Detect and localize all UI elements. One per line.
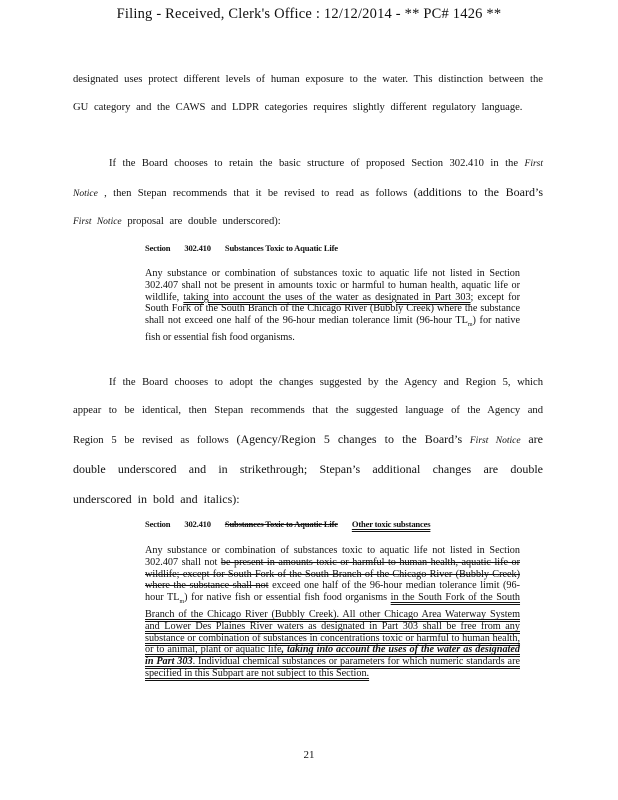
first-notice-ref: First Notice — [73, 217, 122, 227]
quoted-section-2: Any substance or combination of substances toxic to aquatic life not listed in Section 302.407 shall not be present in amounts toxic or harmful to human health, aquatic life or wildlife; except for South Fork of the South Branch of the Chicago River (Bubbly Creek) where the substance shall not exceed one half of the 96-hour median tolerance limit (96-hour $TL_m$) for native fish or essential fish food organisms in the South Fork of the South Branch of the Chicago River (Bubbly Creek). All other Chicago Area Waterway System and Lower Des Plaines River waters as designated in Part 303 shall be free from any substance or combination of substances in concentrations toxic or harmful to human health, or to animal, plant or aquatic life, taking into account the uses of the water as designated in Part 303. Individual chemical substances or parameters for which numeric standards are specified in this Subpart are not subject to this Section. — [145, 545, 521, 679]
inserted-text: . Individual chemical substances or parameters for which numeric standards are specified in this Subpart are not subject to this Section. — [145, 656, 520, 679]
struck-text: Substances Toxic to Aquatic Life — [224, 519, 338, 529]
section-heading-1: Section 302.410 Substances Toxic to Aquatic Life — [145, 243, 338, 253]
paragraph-retain-structure: If the Board chooses to retain the basic structure of proposed Section 302.410 in the First Notice , then Stepan recommends that it be revised to read as follows (additions to the Board’s First Notice proposal are double underscored): — [73, 158, 543, 227]
first-notice-ref: First Notice — [73, 159, 543, 199]
inserted-text: in the South Fork of the South Branch of the Chicago River (Bubbly Creek). All other Chicago Area Waterway System and Lower Des Plaines River waters as designated in Part 303 shall be free from any substance or combination of substances in concentrations toxic or harmful to human health, or to animal, plant or aquatic life — [145, 592, 521, 656]
section-heading-2: Section 302.410 Substances Toxic to Aquatic Life Other toxic substances — [145, 519, 431, 529]
filing-header: Filing - Received, Clerk's Office : 12/12/2014 - ** PC# 1426 ** — [116, 6, 502, 22]
quoted-section-1: Any substance or combination of substances toxic to aquatic life not listed in Section 302.407 shall not be present in amounts toxic or harmful to human health, aquatic life or wildlife, taking into account the uses of the water as designated in Part 303; except for South Fork of the South Branch of the Chicago River (Bubbly Creek) where the substance shall not exceed one half of the 96-hour median tolerance limit (96-hour $TL_m$) for native fish or essential fish food organisms. — [145, 268, 521, 344]
inserted-text: Other toxic substances — [351, 519, 431, 529]
page-number: 21 — [303, 749, 315, 761]
paragraph-distinction: designated uses protect different levels of human exposure to the water. This distinction between the GU category and the CAWS and LDPR categories requires slightly different regulatory language. — [73, 74, 543, 113]
inserted-text: taking into account the uses of the water as designated in Part 303 — [183, 291, 471, 303]
paragraph-adopt-changes: If the Board chooses to adopt the changes suggested by the Agency and Region 5, which appear to be identical, then Stepan recommends that the suggested language of the Agency and Region 5 be revised as follows (Agency/Region 5 changes to the Board’s First Notice are double underscored and in strikethrough; Stepan’s additional changes are double underscored in bold and italics): — [73, 377, 543, 506]
struck-text: be present in amounts toxic or harmful to human health, aquatic life or wildlife; except for South Fork of the South Branch of the Chicago River (Bubbly Creek) where the substance shall not — [145, 556, 520, 592]
stepan-addition: , taking into account the uses of the water as designated in Part 303 — [145, 644, 520, 668]
first-notice-ref: First Notice — [469, 436, 521, 446]
